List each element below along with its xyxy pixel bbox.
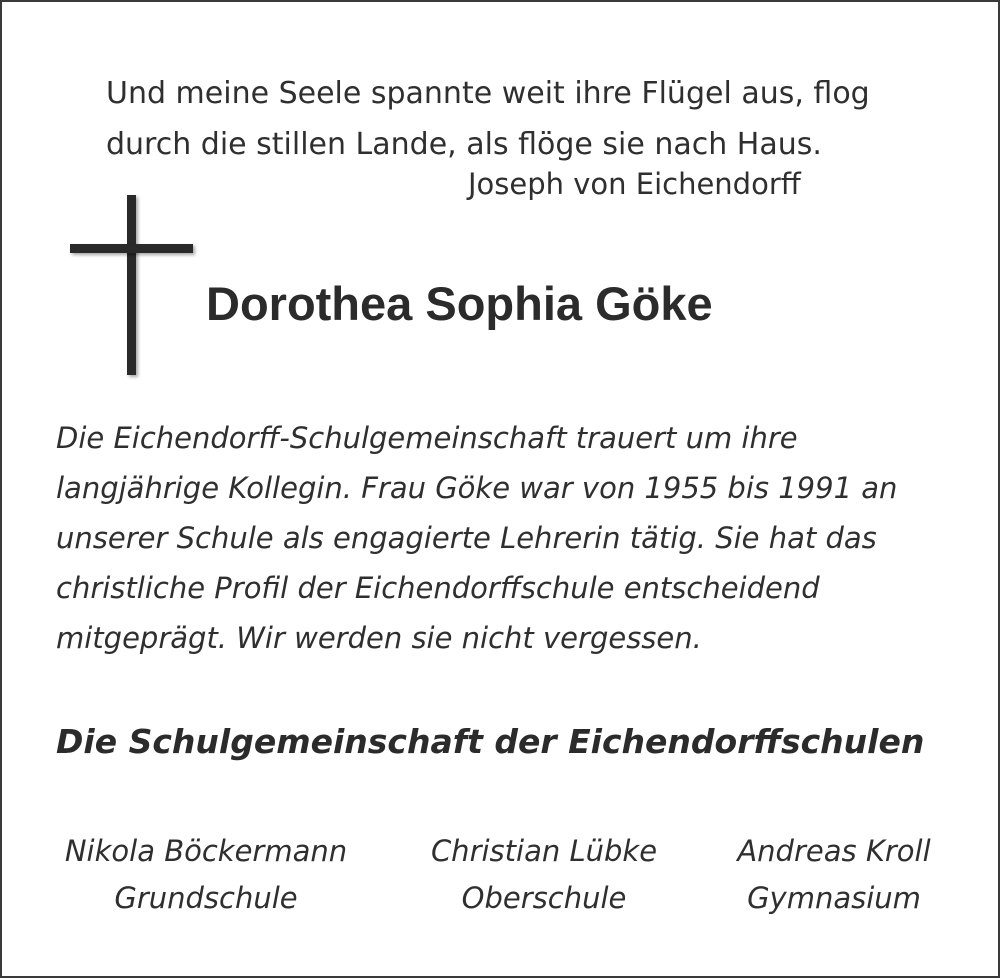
signer-primary-school: [46, 828, 366, 922]
deceased-name: Dorothea Sophia Göke: [206, 277, 713, 330]
signer-school: Gymnasium: [747, 881, 921, 915]
school-community-signature: Die Schulgemeinschaft der Eichendorffschulen: [56, 722, 925, 761]
cross-vertical-bar: [127, 195, 136, 375]
message-line-5: mitgeprägt. Wir werden sie nicht vergessen.: [56, 621, 702, 655]
message-line-2: langjährige Kollegin. Frau Göke war von 1955 bis 1991 an: [56, 471, 898, 505]
message-line-1: Die Eichendorff-Schulgemeinschaft trauert um ihre: [56, 421, 798, 455]
quote-line-2: durch die stillen Lande, als flöge sie nach Haus.: [106, 127, 822, 162]
signer-name: Andreas Kroll: [737, 834, 931, 868]
message-line-4: christliche Profil der Eichendorffschule entscheidend: [56, 571, 820, 605]
signer-name: Nikola Böckermann: [64, 834, 348, 868]
message-line-3: unserer Schule als engagierte Lehrerin tätig. Sie hat das: [56, 521, 877, 555]
signer-secondary-school: [384, 828, 704, 922]
quote-line-1: Und meine Seele spannte weit ihre Flügel aus, flog: [106, 76, 870, 111]
condolence-message: [56, 413, 897, 663]
signer-gymnasium: [674, 828, 994, 922]
quote-author: Joseph von Eichendorff: [468, 167, 801, 201]
signer-school: Oberschule: [461, 881, 627, 915]
signer-school: Grundschule: [114, 881, 298, 915]
cross-horizontal-bar: [70, 244, 193, 253]
cross-icon: [68, 195, 198, 380]
poem-quote: [106, 68, 870, 170]
signer-name: Christian Lübke: [430, 834, 658, 868]
